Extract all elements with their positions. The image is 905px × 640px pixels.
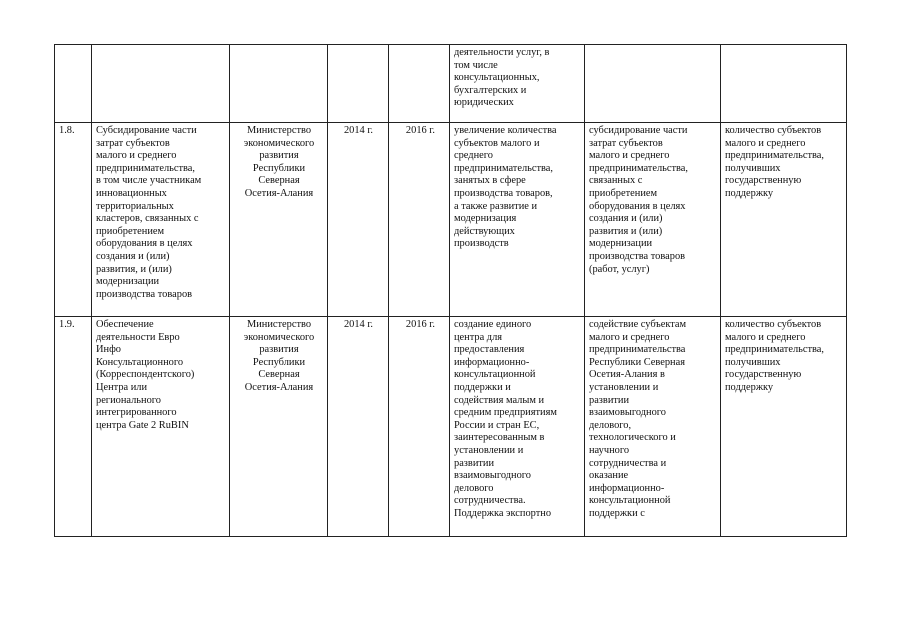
text-line: консультационной (589, 495, 671, 507)
indicator (721, 317, 847, 537)
text-line: взаимовыгодного (589, 407, 666, 419)
text-line: Осетия-Алания (244, 187, 314, 199)
text-line: регионального (96, 394, 161, 406)
text-line: производства товаров (589, 250, 686, 262)
text-line: среднего (454, 150, 493, 162)
main-direction (585, 123, 721, 317)
cell-start (328, 45, 389, 123)
text-line: юридических (454, 97, 514, 109)
text-line: консультационных, (454, 72, 540, 84)
text-line: информационно- (454, 356, 530, 368)
cell-end (389, 45, 450, 123)
text-line: экономического (243, 137, 315, 149)
text-line: оказание (589, 470, 629, 482)
text-line: технологического и (589, 432, 676, 444)
text-line: занятых в сфере (454, 175, 526, 187)
text-line: территориальных (96, 200, 174, 212)
text-line: делового (454, 482, 494, 494)
text-line: Консультационного (96, 356, 184, 368)
text-line: Северная (258, 369, 300, 381)
measure-name (92, 123, 230, 317)
text-line: Поддержка экспортно (454, 507, 552, 519)
measure-name (92, 317, 230, 537)
text-line: центра Gate 2 RuBIN (96, 419, 189, 431)
text-line: сотрудничества. (454, 495, 526, 507)
text-line: установлении и (454, 444, 524, 456)
text-line: кластеров, связанных с (96, 213, 199, 225)
cell-direction (585, 45, 721, 123)
text-line: средним предприятиям (454, 407, 557, 419)
text-line: предпринимательства, (589, 162, 689, 174)
text-line: России и стран ЕС, (454, 419, 540, 431)
text-line: малого и среднего (589, 150, 670, 162)
text-line: субсидирование части (589, 125, 688, 136)
text-line: приобретением (96, 225, 165, 237)
text-line: связанных с (589, 175, 643, 187)
text-line: Осетия-Алания (244, 381, 314, 393)
text-line: Субсидирование части (96, 125, 197, 136)
text-line: Республики Северная (589, 356, 685, 368)
text-line: субъектов малого и (454, 137, 540, 149)
text-line: производств (454, 238, 509, 250)
text-line: модернизации (589, 238, 653, 250)
table-row (55, 123, 847, 317)
text-line: деятельности услуг, в (454, 47, 550, 58)
text-line: Осетия-Алания в (589, 369, 665, 381)
cell-indicator (721, 45, 847, 123)
text-line: модернизации (96, 276, 160, 288)
text-line: количество субъектов (725, 125, 822, 136)
text-line: консультационной (454, 369, 536, 381)
start-year: 2014 г. (328, 317, 389, 537)
text-line: увеличение количества (454, 125, 557, 136)
text-line: интегрированного (96, 407, 177, 419)
text-line: развития и (или) (589, 225, 663, 237)
cell-num (55, 45, 92, 123)
text-line: Министерство (246, 125, 312, 136)
text-line: модернизация (454, 213, 517, 225)
text-line: делового, (589, 419, 632, 431)
text-line: том числе (454, 59, 498, 71)
text-line: развитии (454, 457, 495, 469)
text-line: создание единого (454, 319, 532, 330)
text-line: развитии (589, 394, 630, 406)
text-line: предпринимательства, (725, 150, 825, 162)
cell-result (450, 45, 585, 123)
text-line: Министерство (246, 319, 312, 330)
text-line: предпринимательства, (96, 162, 196, 174)
text-line: создания и (или) (589, 213, 663, 225)
row-number: 1.9. (55, 317, 92, 537)
text-line: а также развитие и (454, 200, 538, 212)
text-line: малого и среднего (96, 150, 177, 162)
text-line: (Корреспондентского) (96, 369, 195, 381)
text-line: Северная (258, 175, 300, 187)
text-line: научного (589, 444, 630, 456)
text-line: количество субъектов (725, 319, 822, 330)
table-row-continuation (55, 45, 847, 123)
text-line: установлении и (589, 381, 659, 393)
text-line: Центра или (96, 381, 148, 393)
expected-result (450, 123, 585, 317)
text-line: деятельности Евро (96, 331, 180, 343)
cell-executor (230, 45, 328, 123)
text-line: (работ, услуг) (589, 263, 650, 275)
text-line: сотрудничества и (589, 457, 667, 469)
text-line: действующих (454, 225, 515, 237)
text-line: малого и среднего (589, 331, 670, 343)
text-line: затрат субъектов (96, 137, 170, 149)
text-line: Обеспечение (96, 319, 154, 330)
text-line: производства товаров (96, 288, 193, 300)
text-line: государственную (725, 369, 802, 381)
text-line: производства товаров, (454, 187, 553, 199)
text-line: взаимовыгодного (454, 470, 531, 482)
text-line: содействия малым и (454, 394, 545, 406)
text-line: предпринимательства (589, 344, 686, 356)
text-line: малого и среднего (725, 137, 806, 149)
program-table (54, 44, 847, 537)
text-line: создания и (или) (96, 250, 170, 262)
text-line: приобретением (589, 187, 658, 199)
text-line: центра для (454, 331, 503, 343)
text-line: получивших (725, 356, 781, 368)
text-line: содействие субъектам (589, 319, 687, 330)
text-line: поддержку (725, 381, 774, 393)
text-line: Республики (252, 356, 306, 368)
text-line: Республики (252, 162, 306, 174)
text-line: государственную (725, 175, 802, 187)
text-line: заинтересованным в (454, 432, 545, 444)
text-line: поддержку (725, 187, 774, 199)
text-line: затрат субъектов (589, 137, 663, 149)
text-line: развития, и (или) (96, 263, 172, 275)
expected-result (450, 317, 585, 537)
text-line: малого и среднего (725, 331, 806, 343)
main-direction (585, 317, 721, 537)
text-line: экономического (243, 331, 315, 343)
text-line: инновационных (96, 187, 167, 199)
text-line: развития (259, 150, 299, 162)
text-line: в том числе участникам (96, 175, 202, 187)
table-row (55, 317, 847, 537)
text-line: предпринимательства, (725, 344, 825, 356)
text-line: предпринимательства, (454, 162, 554, 174)
end-year: 2016 г. (389, 317, 450, 537)
text-line: развития (259, 344, 299, 356)
text-line: поддержки и (454, 381, 511, 393)
text-line: оборудования в целях (589, 200, 686, 212)
text-line: поддержки с (589, 507, 645, 519)
text-line: Инфо (96, 344, 121, 356)
start-year: 2014 г. (328, 123, 389, 317)
end-year: 2016 г. (389, 123, 450, 317)
cell-name (92, 45, 230, 123)
executor (230, 123, 328, 317)
text-line: информационно- (589, 482, 665, 494)
text-line: бухгалтерских и (454, 84, 527, 96)
executor (230, 317, 328, 537)
text-line: получивших (725, 162, 781, 174)
indicator (721, 123, 847, 317)
text-line: предоставления (454, 344, 525, 356)
row-number: 1.8. (55, 123, 92, 317)
text-line: оборудования в целях (96, 238, 193, 250)
